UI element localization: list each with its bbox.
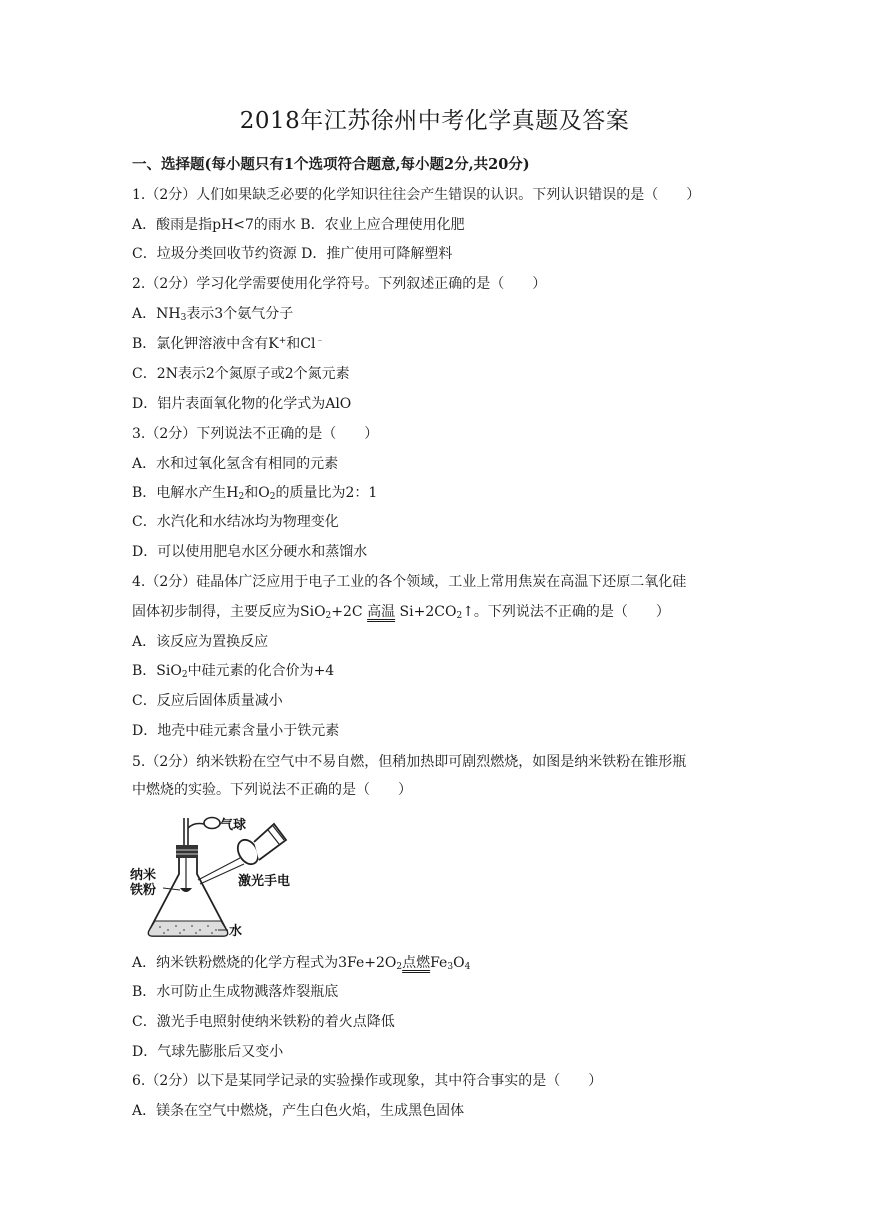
q4-option-c: C．反应后固体质量减小 — [132, 693, 283, 709]
q3-option-d: D．可以使用肥皂水区分硬水和蒸馏水 — [132, 544, 368, 560]
q4-option-a: A．该反应为置换反应 — [132, 634, 269, 650]
q3-option-c: C．水汽化和水结冰均为物理变化 — [132, 514, 339, 530]
experiment-figure — [128, 812, 303, 947]
q1-options-cd: C．垃圾分类回收节约资源 D．推广使用可降解塑料 — [132, 246, 453, 262]
q6-option-a: A．镁条在空气中燃烧，产生白色火焰，生成黑色固体 — [132, 1103, 465, 1119]
label-powder-1: 纳米 — [130, 868, 157, 883]
q6-stem: 6.（2分）以下是某同学记录的实验操作或现象，其中符合事实的是（ ） — [132, 1073, 603, 1089]
q2-option-d: D．铝片表面氧化物的化学式为AlO — [132, 396, 352, 412]
q5-stem-line2: 中燃烧的实验。下列说法不正确的是（ ） — [132, 782, 412, 798]
stopper-icon — [176, 845, 198, 858]
q4-option-b: B．SiO$_2$中硅元素的化合价为+4 — [132, 663, 335, 680]
q3-stem: 3.（2分）下列说法不正确的是（ ） — [132, 426, 379, 442]
label-balloon: 气球 — [220, 818, 247, 833]
q2-option-a: A．$NH_3$表示3个氨气分子 — [132, 306, 294, 323]
q4-stem-line1: 4.（2分）硅晶体广泛应用于电子工业的各个领域，工业上常用焦炭在高温下还原二氧化硅 — [132, 574, 687, 590]
q5-option-c: C．激光手电照射使纳米铁粉的着火点降低 — [132, 1014, 395, 1030]
reaction-condition: 高温 — [367, 604, 396, 620]
q4-option-d: D．地壳中硅元素含量小于铁元素 — [132, 723, 340, 739]
q1-stem: 1.（2分）人们如果缺乏必要的化学知识往往会产生错误的认识。下列认识错误的是（ ） — [132, 187, 701, 203]
section-heading: 一、选择题(每小题只有1个选项符合题意,每小题2分,共20分) — [132, 156, 530, 173]
label-flashlight: 激光手电 — [238, 874, 291, 889]
q2-option-b: B．氯化钾溶液中含有K+和Cl﹣ — [132, 336, 325, 352]
q5-option-b: B．水可防止生成物溅落炸裂瓶底 — [132, 984, 339, 1000]
q1-options-ab: A．酸雨是指pH<7的雨水 B．农业上应合理使用化肥 — [132, 217, 465, 233]
label-powder-2: 铁粉 — [130, 883, 157, 898]
reaction-condition: 点燃 — [402, 955, 431, 971]
q4-stem-line2: 固体初步制得，主要反应为SiO$_2$+2C 高温 $Si+2CO_2↑$。下列说法不正确的是（ ） — [132, 601, 670, 623]
q3-option-b: B．电解水产生$H_2$和$O_2$的质量比为2：1 — [132, 485, 378, 502]
document-title: 2018年江苏徐州中考化学真题及答案 — [239, 108, 630, 134]
q5-stem-line1: 5.（2分）纳米铁粉在空气中不易自燃，但稍加热即可剧烈燃烧，如图是纳米铁粉在锥形瓶 — [132, 754, 687, 770]
label-water: 水 — [229, 924, 243, 939]
q3-option-a: A．水和过氧化氢含有相同的元素 — [132, 456, 339, 472]
q5-option-a: A．纳米铁粉燃烧的化学方程式为$3Fe+2O_2$点燃$Fe_3O_4$ — [132, 952, 470, 974]
balloon-icon — [204, 818, 220, 829]
q2-option-c: C．2N表示2个氮原子或2个氮元素 — [132, 366, 350, 382]
q5-option-d: D．气球先膨胀后又变小 — [132, 1044, 284, 1060]
q2-stem: 2.（2分）学习化学需要使用化学符号。下列叙述正确的是（ ） — [132, 276, 547, 292]
